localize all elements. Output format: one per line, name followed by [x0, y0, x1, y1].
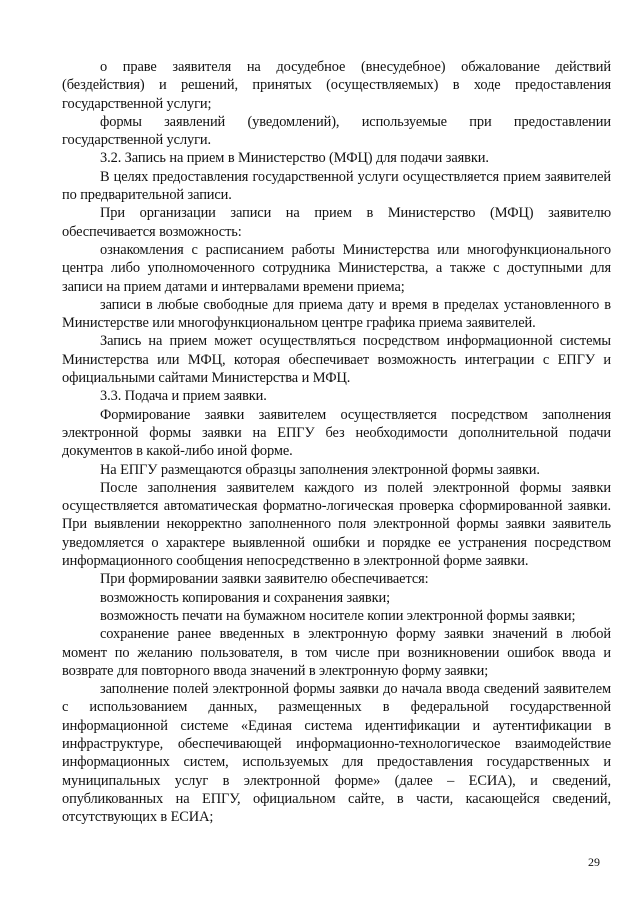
- page-number: 29: [588, 855, 600, 869]
- paragraph: ознакомления с расписанием работы Министерства или многофункционального центра либо уполномоченного сотрудника Министерства, а также с доступными для записи на прием датами и интервалами времени приема;: [62, 241, 611, 295]
- section-heading: 3.2. Запись на прием в Министерство (МФЦ) для подачи заявки.: [100, 150, 489, 167]
- paragraph: записи в любые свободные для приема дату и время в пределах установленного в Министерстве или многофункциональном центре графика приема заявителей.: [62, 296, 611, 332]
- section-heading: 3.3. Подача и прием заявки.: [100, 388, 267, 405]
- paragraph: При формировании заявки заявителю обеспечивается:: [100, 571, 429, 588]
- paragraph: о праве заявителя на досудебное (внесудебное) обжалование действий (бездействия) и решений, принятых (осуществляемых) в ходе предоставления государственной услуги;: [62, 59, 611, 112]
- paragraph: сохранение ранее введенных в электронную форму заявки значений в любой момент по желанию пользователя, в том числе при возникновении ошибок ввода и возврате для повторного ввода значений в электронную форму заявки;: [62, 626, 611, 679]
- document-body: [62, 58, 611, 826]
- paragraph: После заполнения заявителем каждого из полей электронной формы заявки осуществляется автоматическая форматно-логическая проверка сформированной заявки. При выявлении некорректно заполненного поля электронной формы заявки заявитель уведомляется о характере выявленной ошибки и порядке ее устранения посредством информационного сообщения непосредственно в электронной форме заявки.: [62, 479, 611, 570]
- paragraph: возможность копирования и сохранения заявки;: [100, 589, 390, 606]
- paragraph: В целях предоставления государственной услуги осуществляется прием заявителей по предварительной записи.: [62, 168, 611, 204]
- paragraph: формы заявлений (уведомлений), используемые при предоставлении государственной услуги.: [62, 113, 611, 149]
- paragraph: Запись на прием может осуществляться посредством информационной системы Министерства или МФЦ, которая обеспечивает возможность интеграции с ЕПГУ и официальными сайтами Министерства и МФЦ.: [62, 333, 611, 387]
- paragraph: При организации записи на прием в Министерство (МФЦ) заявителю обеспечивается возможность:: [62, 205, 611, 240]
- paragraph: На ЕПГУ размещаются образцы заполнения электронной формы заявки.: [100, 461, 540, 478]
- paragraph: Формирование заявки заявителем осуществляется посредством заполнения электронной формы заявки на ЕПГУ без необходимости дополнительной подачи документов в какой-либо иной форме.: [62, 406, 611, 460]
- paragraph: заполнение полей электронной формы заявки до начала ввода сведений заявителем с использованием данных, размещенных в федеральной государственной информационной системе «Единая система идентификации и аутентификации в инфраструктуре, обеспечивающей информационно-технологическое взаимодействие информационных систем, используемых для предоставления государственных и муниципальных услуг в электронной форме» (далее – ЕСИА), и сведений, опубликованных на ЕПГУ, официальном сайте, в части, касающейся сведений, отсутствующих в ЕСИА;: [62, 681, 611, 826]
- paragraph: возможность печати на бумажном носителе копии электронной формы заявки;: [100, 607, 576, 624]
